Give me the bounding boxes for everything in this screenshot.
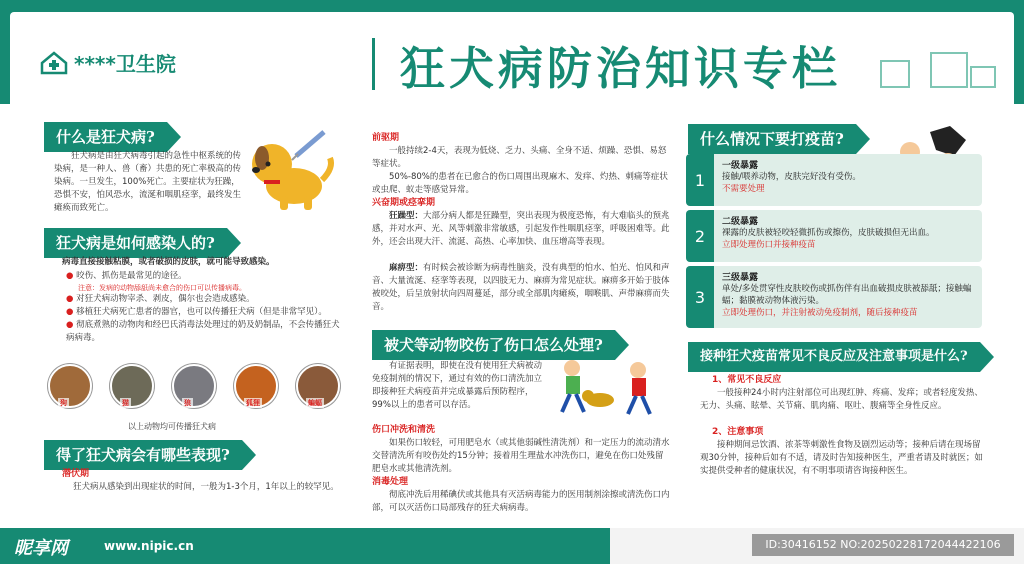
infection-note: 注意：发病的动物舔舐尚未愈合的伤口可以传播病毒。 [78,284,246,292]
section-title-infection: 狂犬病是如何感染人的? [44,228,227,258]
exposure-number: 2 [686,210,714,262]
exposure-desc-text: 裸露的皮肤被轻咬轻微抓伤或擦伤，皮肤破损但无出血。 [722,228,935,238]
animal-dog [48,364,92,408]
wound-wash-text: 如果伤口较轻，可用肥皂水（或其他弱碱性清洗剂）和一定压力的流动清水交替清洗所有咬伤处约15分钟；接着用生理盐水冲洗伤口，避免在伤口处残留肥皂水或其他清洗剂。 [372,438,670,474]
wound-care-intro: 有证据表明，即使在没有使用狂犬病被动免疫制剂的情况下，通过有效的伤口清洗加立即接种狂犬病疫苗并完成暴露后预防程序，99%以上的患者可以存活。 [372,361,543,410]
animal-label: 蝙蝠 [308,399,322,407]
infection-lead: 病毒直接接触粘膜，或者破损的皮肤，就可能导致感染。 [62,257,275,267]
animal-fox [234,364,278,408]
exposure-card [686,266,982,328]
exposure-title: 三级暴露 [722,273,759,283]
page-title: 狂犬病防治知识专栏 [400,42,842,95]
animal-bat [296,364,340,408]
section-title-wound-care: 被犬等动物咬伤了伤口怎么处理? [372,330,615,360]
house-decoration [930,52,968,88]
section-title-side-effects: 接种狂犬疫苗常见不良反应及注意事项是什么? [688,342,980,372]
excitement-heading: 兴奋期或痉挛期 [372,198,436,208]
wound-wash-heading: 伤口冲洗和清洗 [372,425,436,435]
exposure-number: 1 [686,154,714,206]
section-title-symptoms: 得了狂犬病会有哪些表现? [44,440,242,470]
animal-label: 狐狸 [246,399,260,407]
exposure-number: 3 [686,266,714,328]
manic-type-label: 狂躁型： [389,211,424,221]
bullet-text: 对狂犬病动物宰杀、剥皮，偶尔也会造成感染。 [76,294,255,304]
precautions-text: 接种期间忌饮酒、浓茶等刺激性食物及剧烈运动等；接种后请在现场留观30分钟，接种后如有不适，请及时告知接种医生，严重者请及时就医；如实提供受种者的健康状况，有不明事项请咨询接种医生。 [700,440,983,476]
incubation-text: 狂犬病从感染到出现症状的时间，一般为1-3个月，1年以上的较罕见。 [73,482,339,492]
hospital-icon [40,51,68,75]
exposure-card [686,154,982,206]
what-is-text: 狂犬病是由狂犬病毒引起的急性中枢系统的传染病，是一种人、兽（畜）共患的死亡率极高的传染病。一旦发生，100%死亡。主要症状为狂躁，恐惧不安，怕风恐水，流涎和咽肌痉挛，最终发生瘫痪而致死亡。 [54,151,242,213]
org-name: ****卫生院 [74,52,176,76]
exposure-desc [722,227,978,251]
exposure-card [686,210,982,262]
dog-chasing-illustration-icon [552,356,660,418]
exposure-desc [722,171,978,195]
bullet-text: 彻底煮熟的动物肉和经巴氏消毒法处理过的奶及奶制品，不会传播狂犬病病毒。 [66,320,340,343]
exposure-title: 一级暴露 [722,161,759,171]
animal-label: 狗 [60,399,67,407]
section-title-when-vaccine: 什么情况下要打疫苗? [688,124,856,154]
bullet-text: 移植狂犬病死亡患者的器官，也可以传播狂犬病（但是非常罕见）。 [76,307,327,317]
disinfect-heading: 消毒处理 [372,477,409,487]
manic-type-body: 大部分病人都是狂躁型，突出表现为极度恐怖，有大难临头的预兆感，并对水声、光、风等刺激非常敏感，引起发作性咽肌痉挛，呼吸困难等。此外，还会出现大汗、流涎、高热、心率加快、血压增高等表现。 [372,211,670,247]
infection-bullet: ● 咬伤、抓伤是最常见的途径。 注意：发病的动物舔舐尚未愈合的伤口可以传播病毒。 ● 对狂犬病动物宰杀、剥皮，偶尔也会造成感染。 ● 移植狂犬病死亡患者的器官，也可以传播狂犬病（但是非常罕见）。 ● 彻底煮熟的动物肉和经巴氏消毒法处理过的奶及奶制品，不会传播狂犬病病毒。 [66,270,342,345]
side-effects-text: 一般接种24小时内注射部位可出现红肿、疼痛、发痒；或者轻度发热、无力、头痛、眩晕、关节痛、肌肉痛、呕吐、腹痛等全身性反应。 [700,388,983,411]
house-decoration [880,60,910,88]
org-logo [40,48,176,77]
exposure-desc [722,283,978,319]
exposure-desc-text: 单处/多处贯穿性皮肤咬伤或抓伤伴有出血破损皮肤被舔舐；接触蝙蝠；黏膜被动物体液污染。 [722,284,972,306]
manic-type-text [372,210,670,249]
prodromal-heading: 前驱期 [372,133,400,143]
house-decoration [970,66,996,88]
exposure-title: 二级暴露 [722,217,759,227]
precautions-heading: 2、注意事项 [712,427,764,437]
section-title-what-is: 什么是狂犬病? [44,122,167,152]
incubation-heading: 潜伏期 [62,469,90,479]
animals-caption: 以上动物均可传播狂犬病 [128,422,216,431]
prodromal-text-2: 50%-80%的患者在已愈合的伤口周围出现麻木、发痒、灼热、刺痛等症状或虫爬、蚁走等感觉异常。 [372,172,668,195]
animal-label: 狼 [184,399,191,407]
title-divider [372,38,375,90]
paralytic-type-body: 有时候会被诊断为病毒性脑炎，没有典型的怕水、怕光、怕风和声音、大量流涎、痉挛等表现，以四肢无力、麻痹为常见症状。麻痹多开始于肢体被咬处，后呈放射状向四周蔓延，部分或全部肌肉瘫痪，咽喉肌、声带麻痹而失音。 [372,263,670,312]
animal-wolf [172,364,216,408]
watermark-url: www.nipic.cn [104,539,194,553]
dog-illustration-icon [244,128,340,212]
disinfect-text: 彻底冲洗后用稀碘伏或其他具有灭活病毒能力的医用制剂涂擦或清洗伤口内部，可以灭活伤口局部残存的狂犬病病毒。 [372,490,670,513]
exposure-action: 立即处理伤口并接种疫苗 [722,240,816,250]
paralytic-type-label: 麻痹型： [389,263,424,273]
bullet-text: 咬伤、抓伤是最常见的途径。 [76,271,187,281]
watermark-id: ID:30416152 NO:20250228172044422106 [752,534,1014,556]
paralytic-type-text [372,262,670,314]
watermark-brand: 昵享网 [14,538,68,559]
animal-label: 猫 [122,399,129,407]
animal-cat [110,364,154,408]
exposure-desc-text: 接触/喂养动物，皮肤完好没有受伤。 [722,172,861,182]
exposure-action: 立即处理伤口，并注射被动免疫制剂，随后接种疫苗 [722,308,918,318]
exposure-action: 不需要处理 [722,184,765,194]
prodromal-text: 一般持续2-4天，表现为低烧、乏力、头痛、全身不适、烦躁、恐惧、易怒等症状。 [372,146,667,169]
side-effects-heading: 1、常见不良反应 [712,375,782,385]
